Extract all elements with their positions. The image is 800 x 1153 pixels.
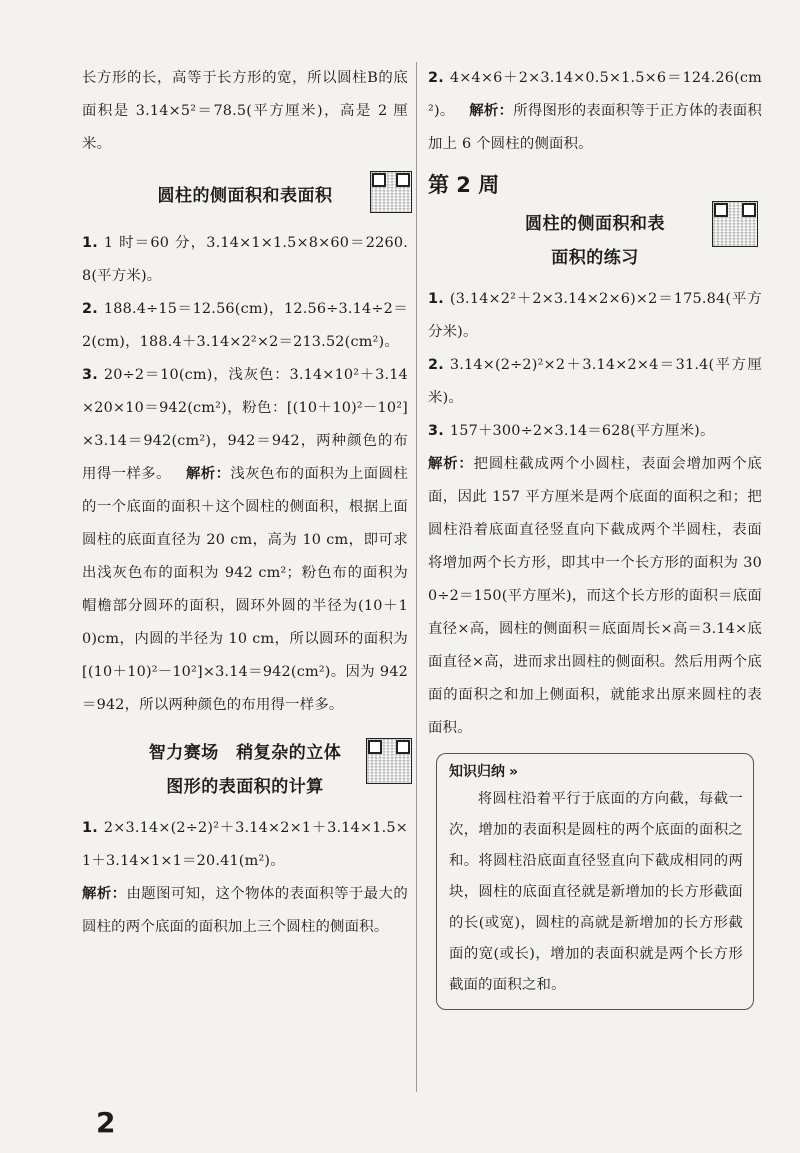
section-heading-surface-area bbox=[82, 179, 408, 213]
answer-list-3 bbox=[428, 283, 762, 745]
left-column bbox=[82, 62, 408, 944]
double-chevron-icon: » bbox=[509, 764, 519, 780]
analysis-label: 解析： bbox=[469, 103, 514, 119]
right-column bbox=[428, 62, 762, 1010]
knowledge-summary-text: 将圆柱沿着平行于底面的方向截，每截一次，增加的表面积是圆柱的两个底面的面积之和。将圆柱沿底面直径竖直向下截成相同的两块，圆柱的底面直径就是新增加的长方形截面的长(或宽)，圆柱的高就是新增加的长方形截面的宽(或长)，增加的表面积就是两个长方形截面的面积之和。 bbox=[449, 791, 743, 993]
analysis-text: 把圆柱截成两个小圆柱，表面会增加两个底面，因此 157 平方厘米是两个底面的面积之和；把圆柱沿着底面直径竖直向下截成两个半圆柱，表面将增加两个长方形，即其中一个长方形的面积为 300÷2＝150(平方厘米)，而这个长方形的面积＝底面直径×高，圆柱的侧面积＝底面周长×高＝3.14×底面直径×高，进而求出圆柱的侧面积。然后用两个底面的面积之和加上侧面积，就能求出原来圆柱的表面积。 bbox=[428, 456, 762, 736]
week-title: 第 2 周 bbox=[428, 173, 500, 197]
answer-item: 3. 157＋300÷2×3.14＝628(平方厘米)。 bbox=[428, 423, 715, 439]
answer-item: 1. (3.14×2²＋2×3.14×2×6)×2＝175.84(平方分米)。 bbox=[428, 291, 762, 340]
knowledge-summary-box bbox=[436, 753, 754, 1010]
section-heading-complex-solid bbox=[82, 736, 408, 804]
analysis-label: 解析： bbox=[428, 456, 474, 472]
qr-code-icon[interactable] bbox=[370, 171, 412, 213]
qr-code-icon[interactable] bbox=[712, 201, 758, 247]
analysis-text: 所得图形的表面积等于正方体的表面积加上 6 个圆柱的侧面积。 bbox=[428, 103, 762, 152]
analysis-paragraph bbox=[82, 878, 408, 944]
analysis-text: 浅灰色布的面积为上面圆柱的一个底面的面积＋这个圆柱的侧面积，根据上面圆柱的底面直径为 20 cm，高为 10 cm，即可求出浅灰色布的面积为 942 cm²；粉色布的面积为帽檐部分圆环的面积，圆环外圆的半径为(10＋10)cm，内圆的半径为 10 cm，所以圆环的面积为[(10＋10)²－10²]×3.14＝942(cm²)。因为 942＝942，所以两种颜色的布用得一样多。 bbox=[82, 466, 409, 713]
answer-item: 2. 4×4×6＋2×3.14×0.5×1.5×6＝124.26(cm²)。 解析：所得图形的表面积等于正方体的表面积加上 6 个圆柱的侧面积。 bbox=[428, 70, 762, 152]
answer-item: 1. 1 时＝60 分，3.14×1×1.5×8×60＝2260.8(平方米)。 bbox=[82, 235, 408, 284]
analysis-paragraph bbox=[428, 448, 762, 745]
answer-list-2 bbox=[82, 812, 408, 944]
answer-item: 2. 3.14×(2÷2)²×2＋3.14×2×4＝31.4(平方厘米)。 bbox=[428, 357, 762, 406]
qr-code-icon[interactable] bbox=[366, 738, 412, 784]
knowledge-summary-title: 知识归纳 » bbox=[449, 764, 519, 780]
answer-item: 1. 2×3.14×(2÷2)²＋3.14×2×1＋3.14×1.5×1＋3.14×1×1＝20.41(m²)。 bbox=[82, 820, 408, 869]
answer-list-1 bbox=[82, 227, 408, 722]
section-heading-practice bbox=[428, 207, 762, 275]
page-number: 2 bbox=[96, 1106, 116, 1139]
section-title-line2: 图形的表面积的计算 bbox=[166, 777, 324, 797]
intro-paragraph: 长方形的长，高等于长方形的宽，所以圆柱B的底面积是 3.14×5²＝78.5(平方厘米)，高是 2 厘米。 bbox=[82, 70, 408, 152]
section-title: 圆柱的侧面积和表面积 bbox=[157, 186, 333, 206]
answer-item: 3. 20÷2＝10(cm)，浅灰色：3.14×10²＋3.14×20×10＝942(cm²)，粉色：[(10＋10)²－10²]×3.14＝942(cm²)，942＝942，两种颜色的布用得一样多。 解析：浅灰色布的面积为上面圆柱的一个底面的面积＋这个圆柱的侧面积，根据上面圆柱的底面直径为 20 cm，高为 10 cm，即可求出浅灰色布的面积为 942 cm²；粉色布的面积为帽檐部分圆环的面积，圆环外圆的半径为(10＋10)cm，内圆的半径为 10 cm，所以圆环的面积为[(10＋10)²－10²]×3.14＝942(cm²)。因为 942＝942，所以两种颜色的布用得一样多。 bbox=[82, 367, 409, 713]
section-title-line1: 圆柱的侧面积和表 bbox=[525, 214, 665, 234]
analysis-label: 解析： bbox=[82, 886, 127, 902]
analysis-text: 由题图可知，这个物体的表面积等于最大的圆柱的两个底面的面积加上三个圆柱的侧面积。 bbox=[82, 886, 408, 935]
section-title-line2: 面积的练习 bbox=[551, 248, 639, 268]
answer-item: 2. 188.4÷15＝12.56(cm)，12.56÷3.14÷2＝2(cm)，188.4＋3.14×2²×2＝213.52(cm²)。 bbox=[82, 301, 408, 350]
column-divider bbox=[416, 62, 417, 1092]
analysis-label: 解析： bbox=[185, 466, 231, 482]
section-title-line1: 智力赛场 稍复杂的立体 bbox=[148, 743, 342, 763]
